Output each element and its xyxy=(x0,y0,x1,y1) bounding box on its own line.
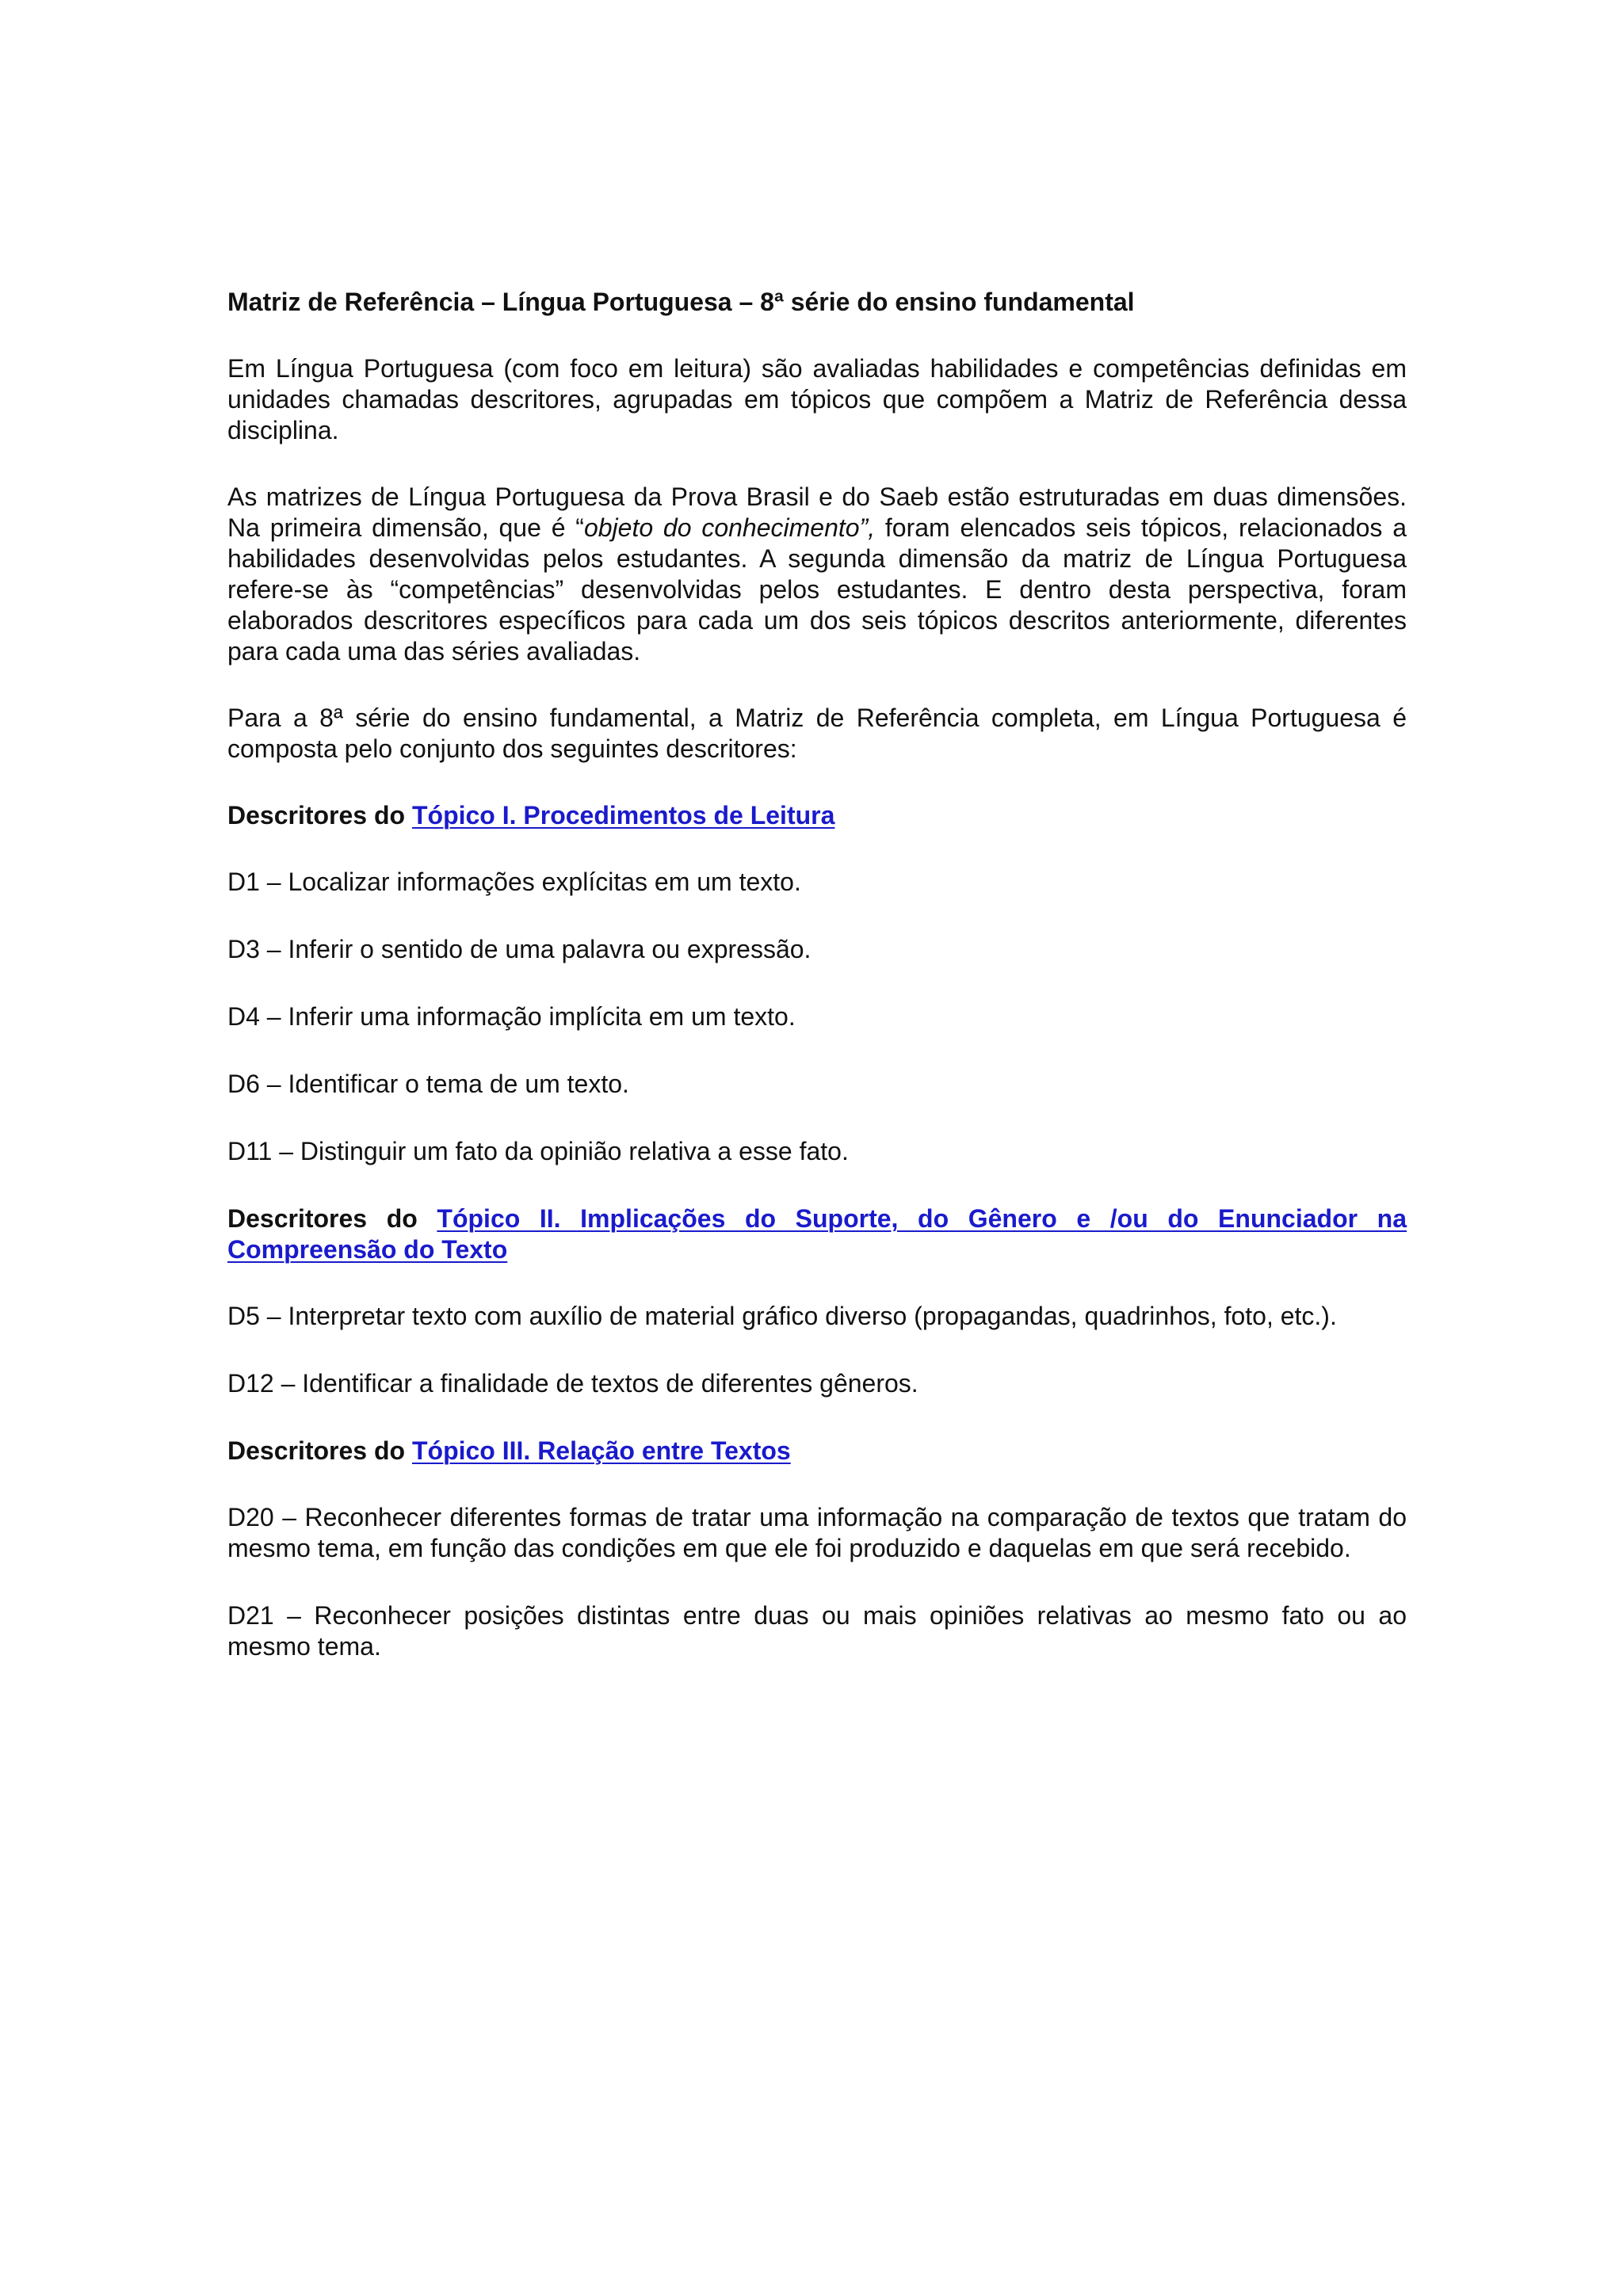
descriptor-d6: D6 – Identificar o tema de um texto. xyxy=(227,1070,629,1098)
topic-3-link[interactable]: Tópico III. Relação entre Textos xyxy=(411,1436,791,1465)
descriptor-d20: D20 – Reconhecer diferentes formas de tratar uma informação na comparação de textos que tratam do mesmo tema, em função das condições em que ele foi produzido e daquelas em que será recebido. xyxy=(227,1503,1407,1562)
composition-paragraph: Para a 8ª série do ensino fundamental, a Matriz de Referência completa, em Língua Portuguesa é composta pelo conjunto dos seguintes descritores: xyxy=(227,704,1407,763)
descriptor-d5: D5 – Interpretar texto com auxílio de material gráfico diverso (propagandas, quadrinhos, foto, etc.). xyxy=(227,1302,1337,1330)
section-prefix: Descritores do xyxy=(227,1204,437,1233)
descriptor-d12: D12 – Identificar a finalidade de textos de diferentes gêneros. xyxy=(227,1369,918,1398)
descriptor-d11: D11 – Distinguir um fato da opinião relativa a esse fato. xyxy=(227,1137,849,1165)
intro-paragraph: Em Língua Portuguesa (com foco em leitura) são avaliadas habilidades e competências definidas em unidades chamadas descritores, agrupadas em tópicos que compõem a Matriz de Referência dessa disciplina. xyxy=(227,354,1407,444)
descriptor-d21: D21 – Reconhecer posições distintas entre duas ou mais opiniões relativas ao mesmo fato ou ao mesmo tema. xyxy=(227,1601,1407,1661)
section-heading-topic-3 xyxy=(227,1436,1407,1466)
section-heading-topic-1 xyxy=(227,800,1407,831)
dimensions-text-end: foram elencados seis tópicos, relacionados a habilidades desenvolvidas pelos estudantes. A segunda dimensão da matriz de Língua Portuguesa refere-se às “competências” desenvolvidas pelos estudantes. E dentro desta perspectiva, foram elaborados descritores específicos para cada um dos seis tópicos descritos anteriormente, diferentes para cada uma das séries avaliadas. xyxy=(227,513,1407,666)
section-prefix: Descritores do xyxy=(227,801,412,830)
section-prefix: Descritores do xyxy=(227,1436,412,1465)
dimensions-text-start: As matrizes de Língua Portuguesa da Prova Brasil e do Saeb estão estruturadas em duas dimensões. Na primeira dimensão, que é “ xyxy=(227,482,1407,542)
dimensions-italic-term: objeto do conhecimento”, xyxy=(583,513,876,542)
document-title: Matriz de Referência – Língua Portuguesa – 8ª série do ensino fundamental xyxy=(227,288,1135,316)
descriptor-d3: D3 – Inferir o sentido de uma palavra ou expressão. xyxy=(227,935,812,963)
descriptor-d4: D4 – Inferir uma informação implícita em um texto. xyxy=(227,1002,796,1031)
dimensions-paragraph xyxy=(227,482,1407,667)
descriptor-d1: D1 – Localizar informações explícitas em um texto. xyxy=(227,868,801,896)
section-heading-topic-2 xyxy=(227,1203,1407,1265)
document-page xyxy=(227,287,1407,1699)
topic-2-link[interactable]: Tópico II. Implicações do Suporte, do Gênero e /ou do Enunciador na Compreensão do Texto xyxy=(227,1204,1407,1264)
topic-1-link[interactable]: Tópico I. Procedimentos de Leitura xyxy=(411,801,835,830)
